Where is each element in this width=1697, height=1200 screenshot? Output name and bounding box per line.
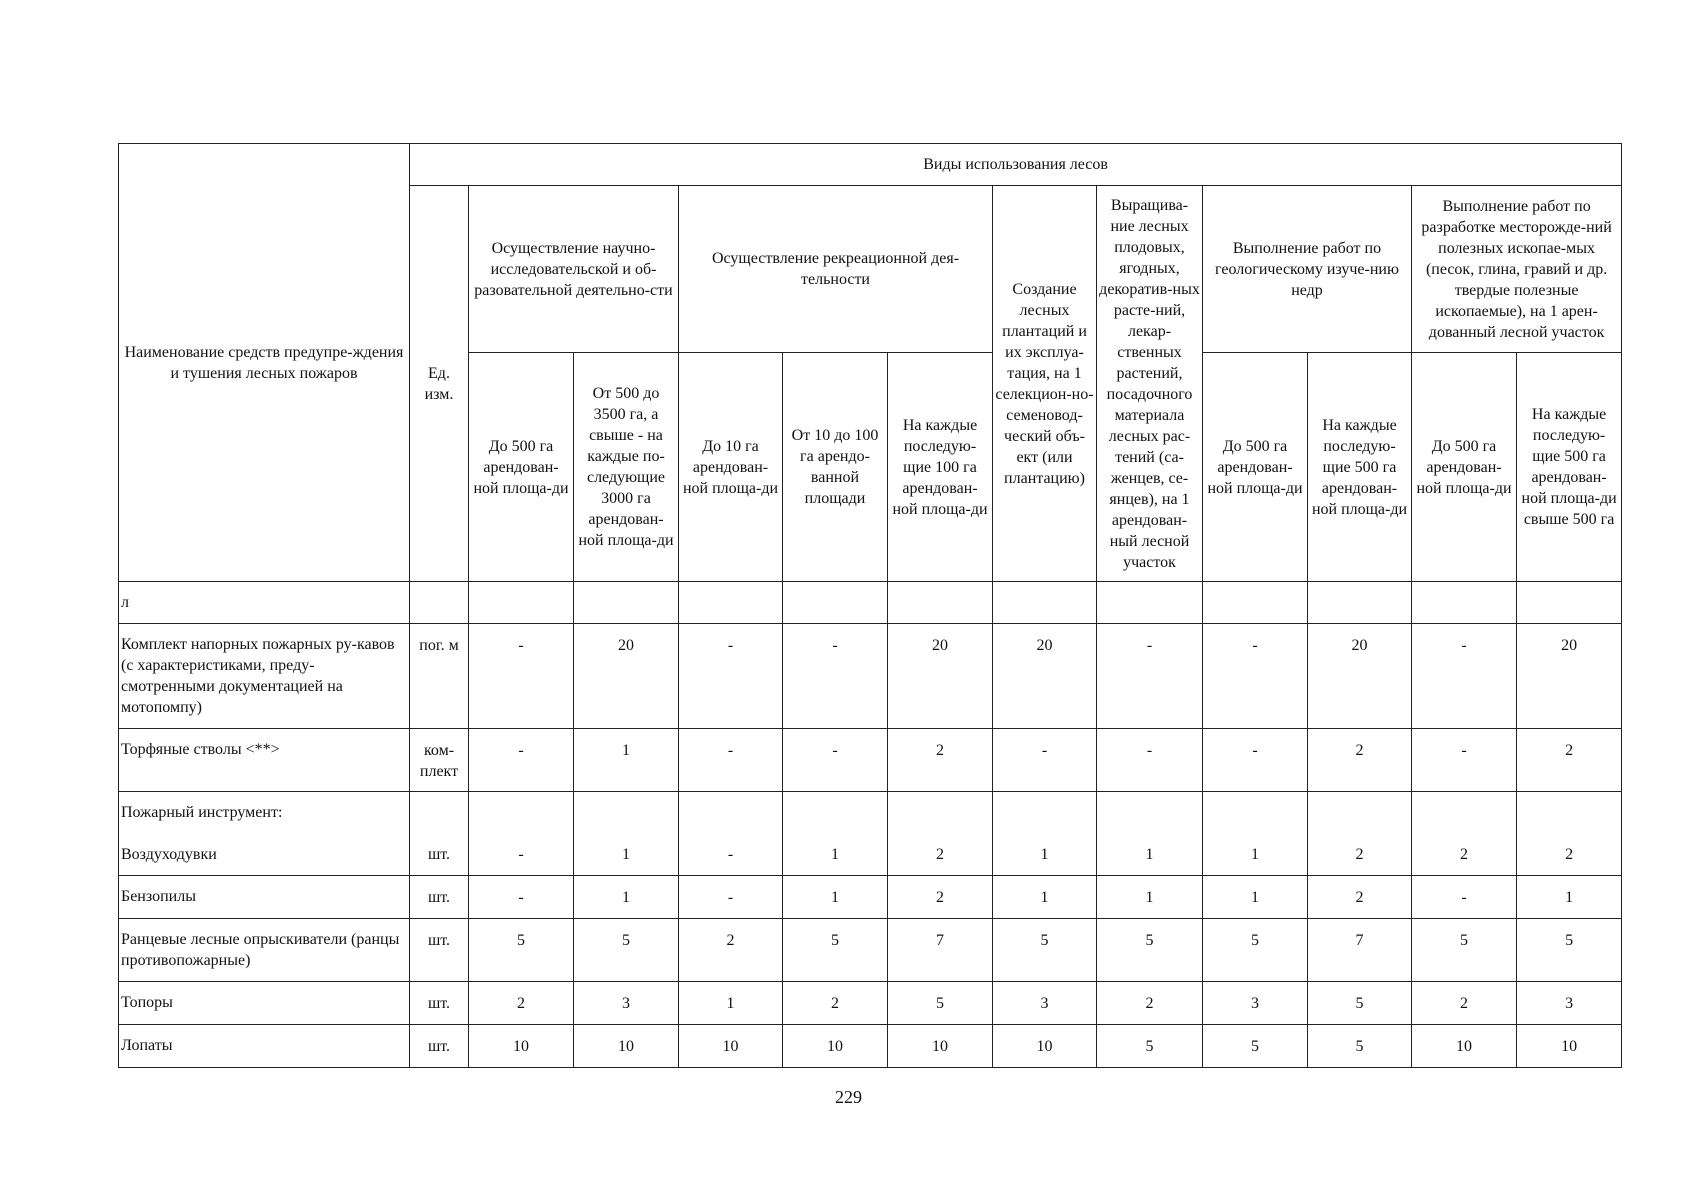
row-unit: ком-плект [410,729,469,792]
table-row [119,1025,1622,1068]
cell-value: 20 [1308,624,1412,729]
header-plantations: Создание лесных плантаций и их эксплуа-тация, на 1 селекцион-но-семеновод-ческий объ-ект (или плантацию) [993,186,1097,582]
cell-value: 2 [1517,729,1622,792]
cell-value: 1 [783,876,888,919]
cell-value: 10 [679,1025,783,1068]
row-name: Торфяные стволы <**> [119,729,410,792]
cell-value: - [1412,729,1517,792]
cell-value: 5 [1097,919,1203,982]
table-row [119,982,1622,1025]
cell-value: 5 [1203,1025,1308,1068]
equipment-table [118,143,1622,1068]
row-unit: шт. [410,792,469,876]
subheader-mining-up-to-500: До 500 га арендован-ной площа-ди [1412,353,1517,582]
table-row [119,919,1622,982]
cell-value: 20 [888,624,993,729]
row-unit: шт. [410,1025,469,1068]
subheader-recreation-each-100: На каждые последую-щие 100 га арендован-ной площа-ди [888,353,993,582]
subheader-geology-each-500: На каждые последую-щие 500 га арендован-ной площа-ди [1308,353,1412,582]
row-name-text: Воздуходувки [121,846,217,863]
header-science-activity: Осуществление научно-исследовательской и об-разовательной деятельно-сти [469,186,679,353]
row-name: Бензопилы [119,876,410,919]
header-geology-works: Выполнение работ по геологическому изуче-нию недр [1203,186,1412,353]
cell-value: - [783,729,888,792]
cell-value: 1 [1203,792,1308,876]
cell-value: 2 [1308,876,1412,919]
cell-value: 10 [888,1025,993,1068]
cell-value: 10 [783,1025,888,1068]
cell-value: 1 [679,982,783,1025]
cell-value: 1 [993,792,1097,876]
header-forest-use-types: Виды использования лесов [410,144,1622,186]
cell-value: 2 [1308,792,1412,876]
table-row [119,624,1622,729]
cell-value: 2 [679,919,783,982]
cell-value: 10 [574,1025,679,1068]
cell-value: 3 [1517,982,1622,1025]
cell-value: 2 [1412,792,1517,876]
cell-value: - [1097,729,1203,792]
cell-value: - [679,792,783,876]
cell-value: 5 [469,919,574,982]
cell-value: 10 [993,1025,1097,1068]
cell-value: 5 [1412,919,1517,982]
cell-value: 2 [1308,729,1412,792]
cell-value: - [679,729,783,792]
cell-value: 2 [783,982,888,1025]
header-unit-column: Ед. изм. [410,186,469,582]
cell-value: 2 [1412,982,1517,1025]
subheader-science-500-3500: От 500 до 3500 га, а свыше - на каждые по-следующие 3000 га арендован-ной площа-ди [574,353,679,582]
row-name: Ранцевые лесные опрыскиватели (ранцы противопожарные) [119,919,410,982]
cell-value: 1 [783,792,888,876]
page-number: 229 [835,1087,862,1107]
cell-value: 10 [469,1025,574,1068]
cell-value: 2 [888,729,993,792]
cell-value: 20 [993,624,1097,729]
cell-value: - [679,624,783,729]
cell-value: 5 [783,919,888,982]
row-group-label: Пожарный инструмент: [121,804,283,821]
cell-value: 2 [888,792,993,876]
cell-value: 1 [574,729,679,792]
cell-value: 2 [1517,792,1622,876]
cell-value: 5 [1097,1025,1203,1068]
subheader-science-up-to-500: До 500 га арендован-ной площа-ди [469,353,574,582]
row-unit: шт. [410,982,469,1025]
cell-value: 1 [1097,792,1203,876]
section-label: л [119,582,410,624]
cell-value: 2 [888,876,993,919]
cell-value: 3 [993,982,1097,1025]
cell-value: 7 [888,919,993,982]
cell-value: 3 [1203,982,1308,1025]
cell-value: - [469,729,574,792]
table-row [119,876,1622,919]
cell-value: - [1203,729,1308,792]
row-name [119,792,410,876]
cell-value: 5 [574,919,679,982]
cell-value: 1 [993,876,1097,919]
forest-fire-equipment-table-page [118,143,1621,1068]
row-name: Топоры [119,982,410,1025]
subheader-mining-each-500: На каждые последую-щие 500 га арендован-ной площа-ди свыше 500 га [1517,353,1622,582]
cell-value: 5 [1308,982,1412,1025]
header-name-column: Наименование средств предупре-ждения и тушения лесных пожаров [119,144,410,582]
cell-value: 2 [469,982,574,1025]
header-recreation-activity: Осуществление рекреационной дея-тельности [679,186,993,353]
row-unit: шт. [410,919,469,982]
cell-value: - [469,876,574,919]
row-name: Лопаты [119,1025,410,1068]
cell-value: - [993,729,1097,792]
cell-value: 1 [1517,876,1622,919]
table-row [119,729,1622,792]
cell-value: - [1412,876,1517,919]
row-unit: шт. [410,876,469,919]
cell-value: - [469,624,574,729]
subheader-recreation-10-100: От 10 до 100 га арендо-ванной площади [783,353,888,582]
section-label-row [119,582,1622,624]
cell-value: 5 [888,982,993,1025]
cell-value: 5 [1308,1025,1412,1068]
row-unit: пог. м [410,624,469,729]
row-name: Комплект напорных пожарных ру-кавов (с характеристиками, преду-смотренными документацией на мотопомпу) [119,624,410,729]
cell-value: 2 [1097,982,1203,1025]
cell-value: - [1203,624,1308,729]
cell-value: 5 [1203,919,1308,982]
cell-value: - [783,624,888,729]
cell-value: 10 [1517,1025,1622,1068]
cell-value: 7 [1308,919,1412,982]
table-row [119,792,1622,876]
cell-value: - [469,792,574,876]
cell-value: 3 [574,982,679,1025]
cell-value: 1 [574,876,679,919]
cell-value: 20 [574,624,679,729]
header-growing-plants: Выращива-ние лесных плодовых, ягодных, декоратив-ных расте-ний, лекар-ственных растений, посадочного материала лесных рас-тений (са-женцев, се-янцев), на 1 арендован-ный лесной участок [1097,186,1203,582]
cell-value: 1 [574,792,679,876]
cell-value: 20 [1517,624,1622,729]
cell-value: 1 [1097,876,1203,919]
cell-value: 1 [1203,876,1308,919]
cell-value: 10 [1412,1025,1517,1068]
cell-value: - [1412,624,1517,729]
cell-value: 5 [1517,919,1622,982]
cell-value: 5 [993,919,1097,982]
cell-value: - [1097,624,1203,729]
subheader-geology-up-to-500: До 500 га арендован-ной площа-ди [1203,353,1308,582]
cell-value: - [679,876,783,919]
header-mining-works: Выполнение работ по разработке месторожде-ний полезных ископае-мых (песок, глина, гравий и др. твердые полезные ископаемые), на 1 арен-дованный лесной участок [1412,186,1622,353]
subheader-recreation-up-to-10: До 10 га арендован-ной площа-ди [679,353,783,582]
